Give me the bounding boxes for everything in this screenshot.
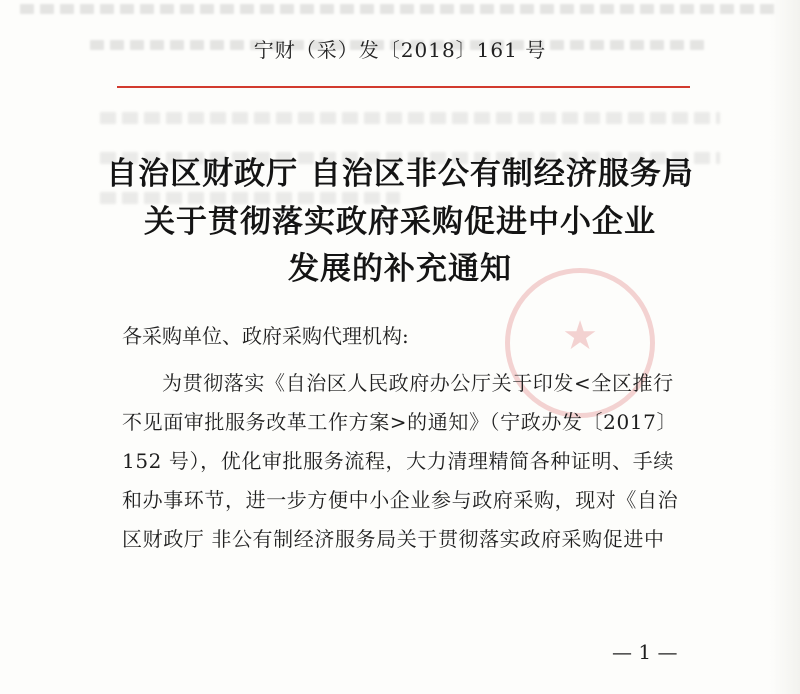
red-separator-line [117,86,690,88]
title-line-2: 关于贯彻落实政府采购促进中小企业 [144,204,656,240]
scan-edge-shadow [770,0,800,694]
body-line: 为贯彻落实《自治区人民政府办公厅关于印发<全区推行 [162,371,674,395]
body-line: 不见面审批服务改革工作方案>的通知》（宁政办发〔2017〕 [122,410,678,434]
body-line: 和办事环节，进一步方便中小企业参与政府采购，现对《自治 [122,488,679,512]
document-number: 宁财（采）发〔2018〕161 号 [253,38,547,62]
seal-star-icon: ★ [562,313,598,359]
title-line-1: 自治区财政厅 自治区非公有制经济服务局 [106,156,694,192]
salutation: 各采购单位、政府采购代理机构: [122,324,409,348]
body-line: 区财政厅 非公有制经济服务局关于贯彻落实政府采购促进中 [122,527,665,551]
title-line-3: 发展的补充通知 [288,251,512,287]
body-line: 152 号），优化审批服务流程，大力清理精简各种证明、手续 [122,449,674,473]
page-number: — 1 — [612,640,678,664]
